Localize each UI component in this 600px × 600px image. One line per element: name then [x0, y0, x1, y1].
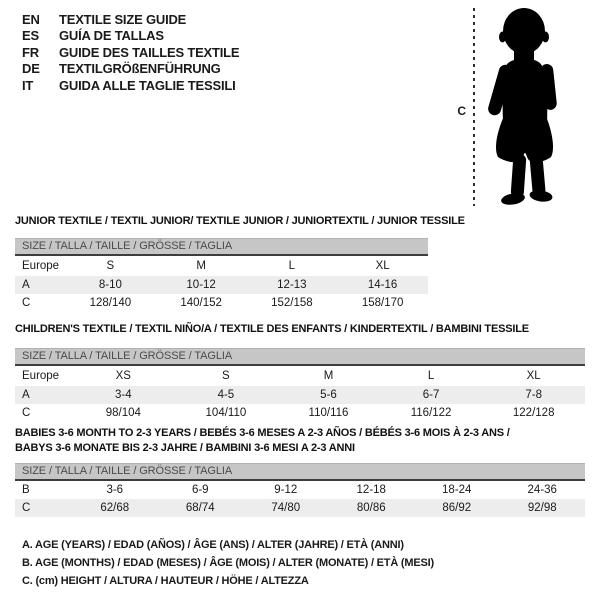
table-header-cell: M — [196, 260, 206, 272]
table-row-label: C — [22, 407, 31, 419]
table-cell: 104/110 — [205, 407, 247, 419]
table-cell: 12-18 — [356, 484, 386, 496]
legend-row: B. AGE (MONTHS) / EDAD (MESES) / ÂGE (MOIS) / ALTER (MONATE) / ETÀ (MESI) — [22, 557, 434, 569]
language-row — [22, 28, 239, 44]
table-header-row — [15, 256, 428, 276]
table-header-cell: L — [427, 370, 435, 382]
table-row-label: A — [22, 389, 30, 401]
language-row — [22, 12, 239, 28]
language-code: FR — [22, 44, 39, 60]
legend-row: C. (cm) HEIGHT / ALTURA / HAUTEUR / HÖHE / ALTEZZA — [22, 575, 309, 587]
size-table-children — [15, 348, 585, 422]
legend-list — [22, 536, 434, 590]
table-header-cell: S — [222, 370, 230, 382]
table-cell: 158/170 — [361, 297, 404, 309]
table-row-label: C — [22, 297, 31, 309]
table-header-cell: M — [323, 370, 334, 382]
table-cell: 12-13 — [277, 279, 307, 291]
height-dotted-line — [473, 8, 475, 206]
table-header-cell: XL — [526, 370, 541, 382]
language-title: TEXTILE SIZE GUIDE — [59, 12, 187, 27]
table-cell: 116/122 — [410, 407, 452, 419]
table-header-cell: XS — [115, 370, 131, 382]
section-title-junior — [15, 215, 465, 227]
language-code: IT — [22, 77, 34, 93]
table-cell: 152/158 — [271, 297, 313, 309]
table-cell: 3-6 — [106, 484, 124, 496]
table-cell: 86/92 — [442, 502, 472, 514]
table-cell: 122/128 — [512, 407, 555, 419]
table-header-row — [15, 366, 585, 386]
table-row — [15, 276, 428, 294]
section-title-line: BABIES 3-6 MONTH TO 2-3 YEARS / BEBÉS 3-6 MESES A 2-3 AÑOS / BÉBÉS 3-6 MOIS À 2-3 ANS / — [15, 427, 510, 439]
size-bar-label: SIZE / TALLA / TAILLE / GRÖSSE / TAGLIA — [15, 348, 585, 366]
table-row — [15, 481, 585, 499]
table-cell: 8-10 — [98, 279, 122, 291]
language-code: EN — [22, 12, 40, 27]
table-cell: 14-16 — [367, 279, 398, 291]
table-header-region-label: Europe — [22, 370, 60, 382]
table-cell: 18-24 — [442, 484, 472, 496]
language-row — [22, 78, 239, 94]
language-row — [22, 61, 239, 77]
table-row-label: B — [22, 484, 30, 496]
height-marker-label: C — [457, 104, 466, 118]
table-cell: 80/86 — [356, 502, 386, 514]
table-cell: 24-36 — [527, 484, 557, 496]
language-title: GUIDA ALLE TAGLIE TESSILI — [59, 77, 236, 93]
table-row — [15, 499, 585, 517]
table-row — [15, 294, 428, 312]
table-cell: 6-7 — [422, 389, 440, 401]
language-code: DE — [22, 61, 40, 77]
table-row — [15, 386, 585, 404]
table-cell: 92/98 — [527, 502, 557, 514]
table-cell: 3-4 — [114, 389, 132, 401]
table-row-label: A — [22, 279, 30, 291]
table-row — [15, 404, 585, 422]
language-title: GUIDE DES TAILLES TEXTILE — [59, 44, 240, 60]
size-bar-label: SIZE / TALLA / TAILLE / GRÖSSE / TAGLIA — [15, 238, 428, 256]
language-title: TEXTILGRÖßENFÜHRUNG — [59, 61, 221, 77]
table-cell: 7-8 — [525, 389, 542, 401]
size-table-junior — [15, 238, 428, 312]
table-cell: 98/104 — [105, 407, 141, 419]
section-title-line: BABYS 3-6 MONATE BIS 2-3 JAHRE / BAMBINI 3-6 MESI A 2-3 ANNI — [15, 442, 355, 454]
table-cell: 62/68 — [100, 502, 130, 514]
section-title-line: CHILDREN'S TEXTILE / TEXTIL NIÑO/A / TEXTILE DES ENFANTS / KINDERTEXTIL / BAMBINI TESSILE — [15, 323, 529, 335]
table-cell: 9-12 — [274, 484, 298, 496]
language-title: GUÍA DE TALLAS — [59, 28, 164, 44]
section-title-line: JUNIOR TEXTILE / TEXTIL JUNIOR/ TEXTILE JUNIOR / JUNIORTEXTIL / JUNIOR TESSILE — [15, 215, 465, 227]
table-row-label: C — [22, 502, 31, 514]
table-cell: 4-5 — [217, 389, 235, 401]
size-bar-label: SIZE / TALLA / TAILLE / GRÖSSE / TAGLIA — [15, 463, 585, 481]
section-title-children — [15, 323, 529, 335]
table-cell: 140/152 — [180, 297, 222, 309]
table-header-cell: XL — [375, 260, 390, 272]
table-cell: 68/74 — [185, 502, 215, 514]
table-cell: 74/80 — [271, 502, 301, 514]
language-row — [22, 45, 239, 61]
size-table-babies — [15, 463, 585, 517]
section-title-babies — [15, 426, 510, 456]
table-header-cell: L — [288, 260, 296, 272]
table-cell: 128/140 — [89, 297, 132, 309]
table-header-cell: S — [106, 260, 115, 272]
table-header-region-label: Europe — [22, 260, 60, 272]
legend-row: A. AGE (YEARS) / EDAD (AÑOS) / ÂGE (ANS) / ALTER (JAHRE) / ETÀ (ANNI) — [22, 539, 404, 551]
language-list — [22, 12, 239, 94]
baby-silhouette-image — [480, 6, 570, 208]
table-cell: 5-6 — [320, 389, 337, 401]
table-cell: 6-9 — [191, 484, 209, 496]
table-cell: 110/116 — [308, 407, 349, 419]
table-cell: 10-12 — [186, 279, 216, 291]
language-code: ES — [22, 28, 39, 44]
